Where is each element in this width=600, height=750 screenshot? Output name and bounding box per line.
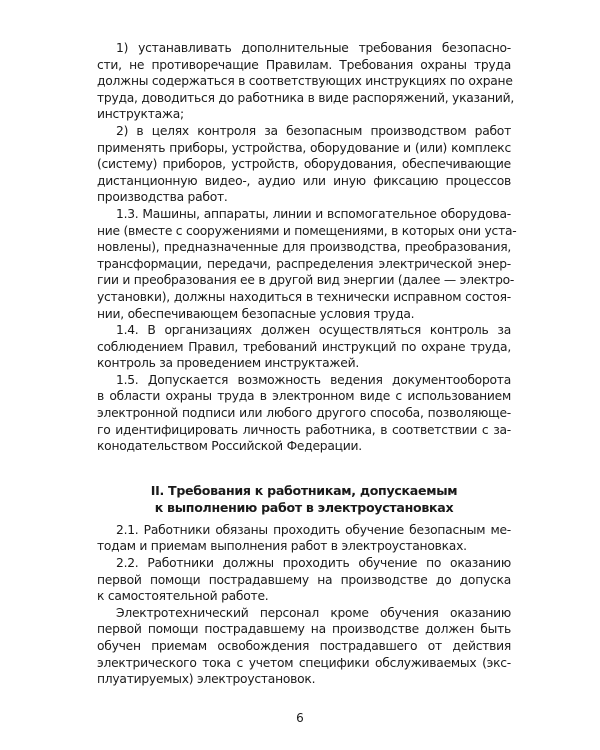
section-1-body [97, 40, 517, 455]
text-line: тодам и приемам выполнения работ в электроустановках. [97, 539, 467, 554]
text-line: новлены), предназначенные для производства, преобразования, [97, 240, 511, 255]
text-line: ние (вместе с сооружениями и помещениями, в которых они уста- [97, 223, 517, 238]
para-electro-personnel [97, 605, 511, 688]
para-item-1 [97, 40, 515, 123]
text-line: производства работ. [97, 190, 228, 205]
text-line: нии, обеспечивающем безопасные условия труда. [97, 306, 415, 321]
text-line: 1.4. В организациях должен осуществляться контроль за [116, 323, 511, 338]
text-line: установки), должны находиться в технически исправном состоя- [97, 289, 511, 304]
text-line: в области охраны труда в электронном виде с использованием [97, 389, 511, 404]
text-line: электронной подписи или любого другого способа, позволяюще- [97, 406, 511, 421]
text-line: 1.5. Допускается возможность ведения документооборота [116, 372, 511, 387]
text-line: дистанционную видео-, аудио или иную фиксацию процессов [97, 173, 511, 188]
text-line: к самостоятельной работе. [97, 589, 269, 604]
para-1-3 [97, 206, 517, 322]
section-heading-line-1: II. Требования к работникам, допускаемым [150, 482, 458, 498]
section-2-body [97, 522, 511, 688]
text-line: трансформации, передачи, распределения электрической энер- [97, 256, 511, 271]
text-line: 1.3. Машины, аппараты, линии и вспомогательное оборудова- [116, 206, 511, 221]
text-line: гии и преобразования ее в другой вид энергии (далее — электро- [97, 273, 515, 288]
para-1-4 [97, 322, 511, 372]
text-line: труда, доводиться до работника в виде распоряжений, указаний, [97, 90, 515, 105]
text-line: сти, не противоречащие Правилам. Требования охраны труда [97, 57, 511, 72]
section-heading [97, 482, 511, 516]
text-line: го идентифицировать личность работника, в соответствии с за- [97, 422, 511, 437]
section-heading-line-2: к выполнению работ в электроустановках [154, 499, 454, 515]
para-1-5 [97, 372, 511, 455]
text-line: конодательством Российской Федерации. [97, 439, 362, 454]
text-line: первой помощи пострадавшему на производстве до допуска [97, 572, 511, 587]
text-line: обучен приемам освобождения пострадавшего от действия [97, 639, 511, 653]
page-number: 6 [296, 711, 304, 725]
document-page [97, 40, 517, 688]
text-line: соблюдением Правил, требований инструкций по охране труда, [97, 339, 511, 354]
text-line: 2.1. Работники обязаны проходить обучение безопасным ме- [116, 522, 511, 537]
text-line: применять приборы, устройства, оборудование и (или) комплекс [97, 140, 511, 155]
para-item-2 [97, 123, 511, 206]
text-line: электрического тока с учетом специфики обслуживаемых (экс- [97, 655, 511, 670]
text-line: (систему) приборов, устройств, оборудования, обеспечивающие [97, 157, 511, 172]
text-line: 2.2. Работники должны проходить обучение по оказанию [116, 556, 511, 571]
para-2-2 [97, 555, 511, 605]
text-line: плуатируемых) электроустановок. [97, 672, 316, 687]
text-line: контроль за проведением инструктажей. [97, 356, 359, 371]
text-line: 1) устанавливать дополнительные требования безопасно- [116, 41, 511, 55]
text-line: первой помощи пострадавшему на производстве должен быть [97, 622, 511, 637]
text-line: 2) в целях контроля за безопасным производством работ [116, 123, 511, 138]
text-line: Электротехнический персонал кроме обучения оказанию [116, 605, 511, 620]
text-line: инструктажа; [97, 107, 184, 122]
text-line: должны содержаться в соответствующих инструкциях по охране [97, 74, 513, 89]
para-2-1 [97, 522, 511, 555]
